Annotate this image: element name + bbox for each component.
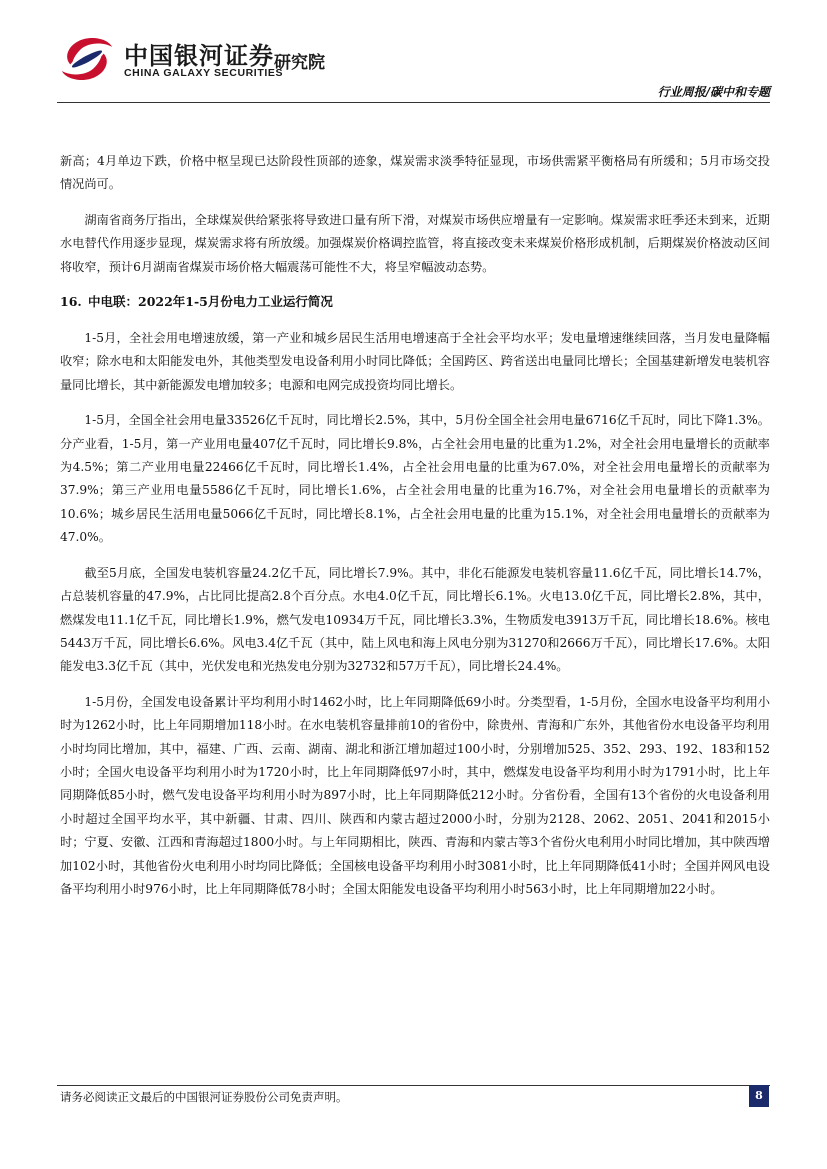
page-number-badge: 8 xyxy=(749,1085,769,1107)
report-category-tag: 行业周报/碳中和专题 xyxy=(657,85,770,99)
section-title-text: 中电联：2022年1-5月份电力工业运行简况 xyxy=(88,294,333,310)
logo-english-name: CHINA GALAXY SECURITIES xyxy=(124,67,284,79)
section-paragraph-consumption: 1-5月，全国全社会用电量33526亿千瓦时，同比增长2.5%，其中，5月份全国全社会用电量6716亿千瓦时，同比下降1.3%。分产业看，1-5月，第一产业用电量407亿千瓦时，同比增长9.8%，占全社会用电量的比重为1.2%，对全社会用电量增长的贡献率为4.5%；第二产业用电量22466亿千瓦时，同比增长1.4%，占全社会用电量的比重为67.0%，对全社会用电量增长的贡献率为37.9%；第三产业用电量5586亿千瓦时，同比增长1.6%，占全社会用电量的比重为16.7%，对全社会用电量增长的贡献率为10.6%；城乡居民生活用电量5066亿千瓦时，同比增长8.1%，占全社会用电量的比重为15.1%，对全社会用电量增长的贡献率为47.0%。 xyxy=(60,413,770,545)
footer-divider xyxy=(57,1085,770,1086)
section-number: 16. xyxy=(60,294,82,310)
logo-institute-name: 研究院 xyxy=(274,53,325,73)
report-body xyxy=(60,150,770,913)
section-paragraph-capacity: 截至5月底，全国发电装机容量24.2亿千瓦，同比增长7.9%。其中，非化石能源发电装机容量11.6亿千瓦，同比增长14.7%，占总装机容量的47.9%，占比同比提高2.8个百分点。水电4.0亿千瓦，同比增长6.1%。火电13.0亿千瓦，同比增长2.8%，其中，燃煤发电11.1亿千瓦，同比增长1.9%，燃气发电10934万千瓦，同比增长3.3%，生物质发电3913万千瓦，同比增长18.6%。核电5443万千瓦，同比增长6.6%。风电3.4亿千瓦（其中，陆上风电和海上风电分别为31270和2666万千瓦），同比增长17.6%。太阳能发电3.3亿千瓦（其中，光伏发电和光热发电分别为32732和57万千瓦），同比增长24.4%。 xyxy=(60,565,770,674)
section-paragraph-utilization-hours: 1-5月份，全国发电设备累计平均利用小时1462小时，比上年同期降低69小时。分类型看，1-5月份，全国水电设备平均利用小时为1262小时，比上年同期增加118小时。在水电装机容量排前10的省份中，除贵州、青海和广东外，其他省份水电设备平均利用小时均同比增加，其中，福建、广西、云南、湖南、湖北和浙江增加超过100小时，分别增加525、352、293、192、183和152小时；全国火电设备平均利用小时为1720小时，比上年同期降低97小时，其中，燃煤发电设备平均利用小时为1791小时，比上年同期降低85小时，燃气发电设备平均利用小时为897小时，比上年同期降低212小时。分省份看，全国有13个省份的火电设备利用小时超过全国平均水平，其中新疆、甘肃、四川、陕西和内蒙古超过2000小时，分别为2128、2062、2051、2041和2015小时；宁夏、安徽、江西和青海超过1800小时。与上年同期相比，陕西、青海和内蒙古等3个省份火电利用小时同比增加，其中陕西增加102小时，其他省份火电利用小时均同比降低；全国核电设备平均利用小时3081小时，比上年同期降低41小时；全国并网风电设备平均利用小时976小时，比上年同期降低78小时；全国太阳能发电设备平均利用小时563小时，比上年同期增加22小时。 xyxy=(60,694,770,896)
intro-paragraph-hunan: 湖南省商务厅指出，全球煤炭供给紧张将导致进口量有所下滑，对煤炭市场供应增量有一定影响。煤炭需求旺季还未到来，近期水电替代作用逐步显现，煤炭需求将有所放缓。加强煤炭价格调控监管，将直接改变未来煤炭价格形成机制，后期煤炭价格波动区间将收窄，预计6月湖南省煤炭市场价格大幅震荡可能性不大，将呈窄幅波动态势。 xyxy=(60,212,770,274)
logo-chinese-name: 中国银河证券 xyxy=(124,42,274,70)
section-paragraph-summary: 1-5月，全社会用电增速放缓，第一产业和城乡居民生活用电增速高于全社会平均水平；发电量增速继续回落，当月发电量降幅收窄；除水电和太阳能发电外，其他类型发电设备利用小时同比降低；全国跨区、跨省送出电量同比增长；全国基建新增发电装机容量同比增长，其中新能源发电增加较多；电源和电网完成投资均同比增长。 xyxy=(60,331,770,392)
company-logo xyxy=(58,30,358,90)
section-heading xyxy=(60,291,770,313)
intro-paragraph-continued: 新高；4月单边下跌，价格中枢呈现已达阶段性顶部的迹象，煤炭需求淡季特征显现，市场供需紧平衡格局有所缓和；5月市场交投情况尚可。 xyxy=(60,154,770,192)
header-divider xyxy=(57,102,770,103)
disclaimer-note: 请务必阅读正文最后的中国银河证券股份公司免责声明。 xyxy=(60,1090,348,1104)
galaxy-logo-icon xyxy=(58,32,116,86)
